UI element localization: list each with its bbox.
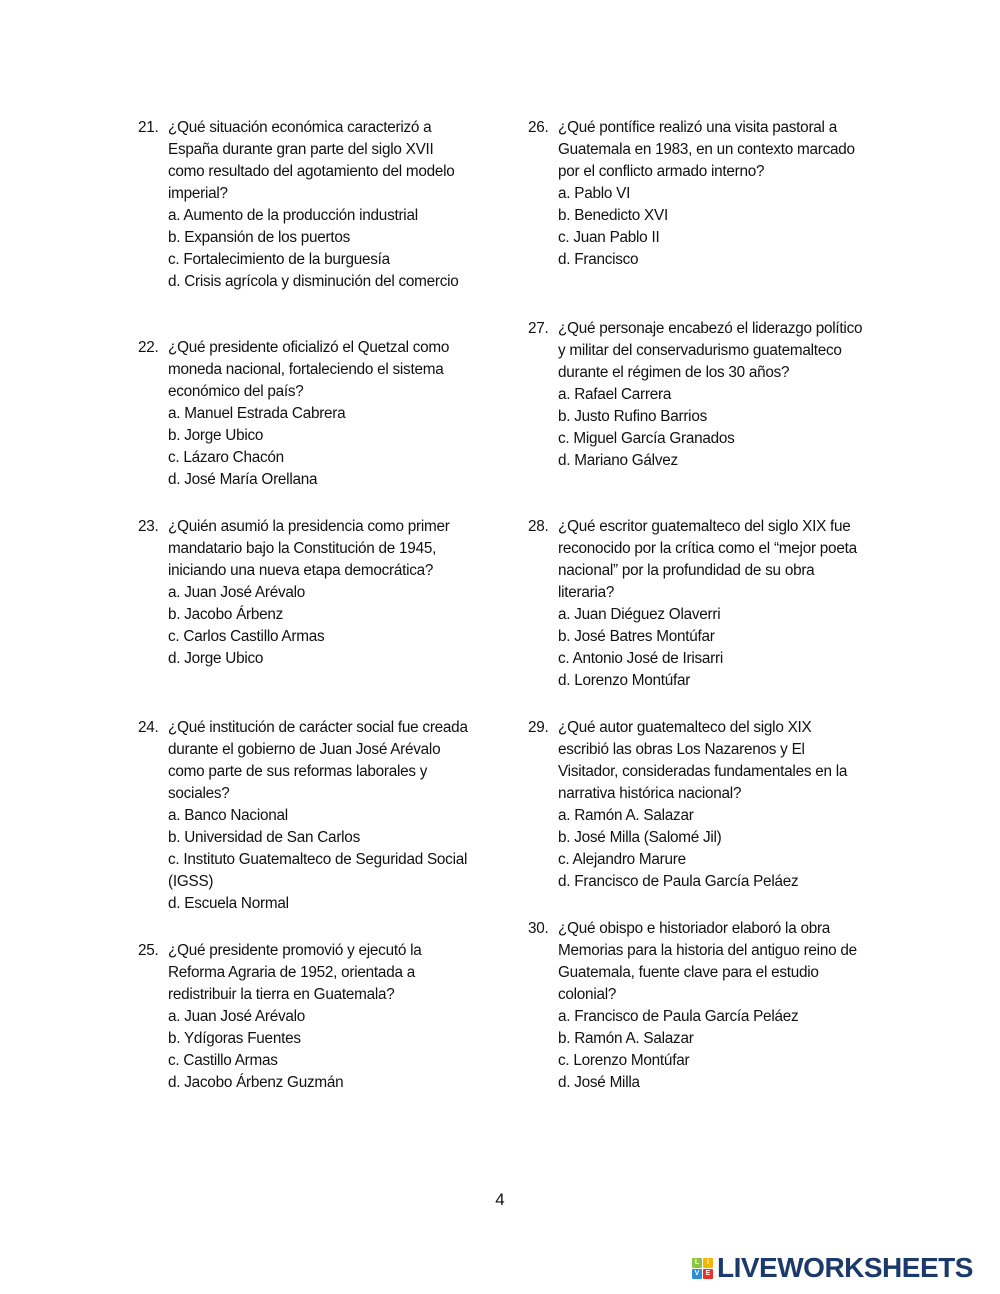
answer-option[interactable]: a. Rafael Carrera — [558, 386, 672, 403]
question-29 — [528, 717, 863, 893]
answer-option[interactable]: a. Juan José Arévalo — [168, 1008, 306, 1025]
question-text: ¿Quién asumió la presidencia como primer mandatario bajo la Constitución de 1945, iniciando una nueva etapa democrática? — [168, 518, 450, 579]
answer-option[interactable]: d. Francisco de Paula García Peláez — [558, 873, 799, 890]
answer-option[interactable]: c. Fortalecimiento de la burguesía — [168, 251, 390, 268]
question-text: ¿Qué pontífice realizó una visita pastoral a Guatemala en 1983, en un contexto marcado por el conflicto armado interno? — [558, 119, 855, 180]
answer-option[interactable]: d. Francisco — [558, 251, 639, 268]
question-22 — [138, 337, 473, 491]
page-number: 4 — [495, 1190, 505, 1209]
answer-option[interactable]: c. Lázaro Chacón — [168, 449, 284, 466]
question-30 — [528, 918, 863, 1094]
answer-option[interactable]: d. Escuela Normal — [168, 895, 289, 912]
logo-block: I — [703, 1258, 713, 1268]
answer-option[interactable]: b. José Milla (Salomé Jil) — [558, 829, 722, 846]
question-21 — [138, 117, 473, 293]
answer-option[interactable]: a. Manuel Estrada Cabrera — [168, 405, 346, 422]
answer-option[interactable]: d. José Milla — [558, 1074, 640, 1091]
logo-block: L — [692, 1258, 702, 1268]
answer-option[interactable]: c. Alejandro Marure — [558, 851, 686, 868]
question-text: ¿Qué obispo e historiador elaboró la obra Memorias para la historia del antiguo reino de Guatemala, fuente clave para el estudio colonial? — [558, 920, 857, 1003]
answer-option[interactable]: c. Lorenzo Montúfar — [558, 1052, 690, 1069]
answer-option[interactable]: d. Jacobo Árbenz Guzmán — [168, 1074, 344, 1091]
logo-blocks-icon — [692, 1258, 713, 1279]
question-number: 30. — [528, 920, 549, 937]
question-number: 24. — [138, 719, 159, 736]
answer-option[interactable]: d. José María Orellana — [168, 471, 318, 488]
answer-option[interactable]: b. Universidad de San Carlos — [168, 829, 360, 846]
answer-option[interactable]: b. Jacobo Árbenz — [168, 606, 284, 623]
question-number: 29. — [528, 719, 549, 736]
question-number: 27. — [528, 320, 549, 337]
answer-option[interactable]: c. Antonio José de Irisarri — [558, 650, 723, 667]
answer-option[interactable]: a. Aumento de la producción industrial — [168, 207, 418, 224]
question-text: ¿Qué autor guatemalteco del siglo XIX escribió las obras Los Nazarenos y El Visitador, consideradas fundamentales en la narrativa histórica nacional? — [558, 719, 848, 802]
question-text: ¿Qué presidente promovió y ejecutó la Reforma Agraria de 1952, orientada a redistribuir la tierra en Guatemala? — [168, 942, 422, 1003]
answer-option[interactable]: d. Jorge Ubico — [168, 650, 264, 667]
answer-option[interactable]: b. Jorge Ubico — [168, 427, 264, 444]
answer-option[interactable]: d. Mariano Gálvez — [558, 452, 678, 469]
answer-option[interactable]: c. Carlos Castillo Armas — [168, 628, 325, 645]
question-number: 23. — [138, 518, 159, 535]
answer-option[interactable]: a. Francisco de Paula García Peláez — [558, 1008, 799, 1025]
answer-option[interactable]: b. Ramón A. Salazar — [558, 1030, 694, 1047]
logo-text: LIVEWORKSHEETS — [717, 1252, 973, 1283]
answer-option[interactable]: c. Castillo Armas — [168, 1052, 278, 1069]
answer-option[interactable]: b. Benedicto XVI — [558, 207, 668, 224]
answer-option[interactable]: c. Juan Pablo II — [558, 229, 660, 246]
question-number: 26. — [528, 119, 549, 136]
answer-option[interactable]: b. Expansión de los puertos — [168, 229, 351, 246]
answer-option[interactable]: b. Ydígoras Fuentes — [168, 1030, 301, 1047]
question-number: 28. — [528, 518, 549, 535]
logo-block: E — [703, 1269, 713, 1279]
question-text: ¿Qué personaje encabezó el liderazgo político y militar del conservadurismo guatemalteco durante el régimen de los 30 años? — [558, 320, 863, 381]
answer-option[interactable]: a. Pablo VI — [558, 185, 631, 202]
answer-option[interactable]: a. Juan Diéguez Olaverri — [558, 606, 721, 623]
question-text: ¿Qué situación económica caracterizó a España durante gran parte del siglo XVII como resultado del agotamiento del modelo imperial? — [168, 119, 455, 202]
answer-option[interactable]: a. Juan José Arévalo — [168, 584, 306, 601]
question-25 — [138, 940, 473, 1094]
liveworksheets-logo — [692, 1254, 973, 1282]
question-number: 21. — [138, 119, 159, 136]
answer-option[interactable]: b. Justo Rufino Barrios — [558, 408, 707, 425]
question-text: ¿Qué presidente oficializó el Quetzal como moneda nacional, fortaleciendo el sistema económico del país? — [168, 339, 450, 400]
answer-option[interactable]: d. Crisis agrícola y disminución del comercio — [168, 273, 459, 290]
answer-option[interactable]: a. Ramón A. Salazar — [558, 807, 694, 824]
question-24 — [138, 717, 473, 915]
answer-option[interactable]: c. Instituto Guatemalteco de Seguridad Social (IGSS) — [168, 851, 468, 890]
question-27 — [528, 318, 863, 472]
question-text: ¿Qué institución de carácter social fue creada durante el gobierno de Juan José Arévalo como parte de sus reformas laborales y sociales? — [168, 719, 468, 802]
logo-block: V — [692, 1269, 702, 1279]
answer-option[interactable]: a. Banco Nacional — [168, 807, 288, 824]
answer-option[interactable]: d. Lorenzo Montúfar — [558, 672, 691, 689]
question-23 — [138, 516, 473, 670]
question-text: ¿Qué escritor guatemalteco del siglo XIX fue reconocido por la crítica como el “mejor poeta nacional” por la profundidad de su obra literaria? — [558, 518, 857, 601]
question-28 — [528, 516, 863, 692]
question-26 — [528, 117, 863, 271]
question-number: 22. — [138, 339, 159, 356]
question-number: 25. — [138, 942, 159, 959]
answer-option[interactable]: b. José Batres Montúfar — [558, 628, 715, 645]
answer-option[interactable]: c. Miguel García Granados — [558, 430, 735, 447]
